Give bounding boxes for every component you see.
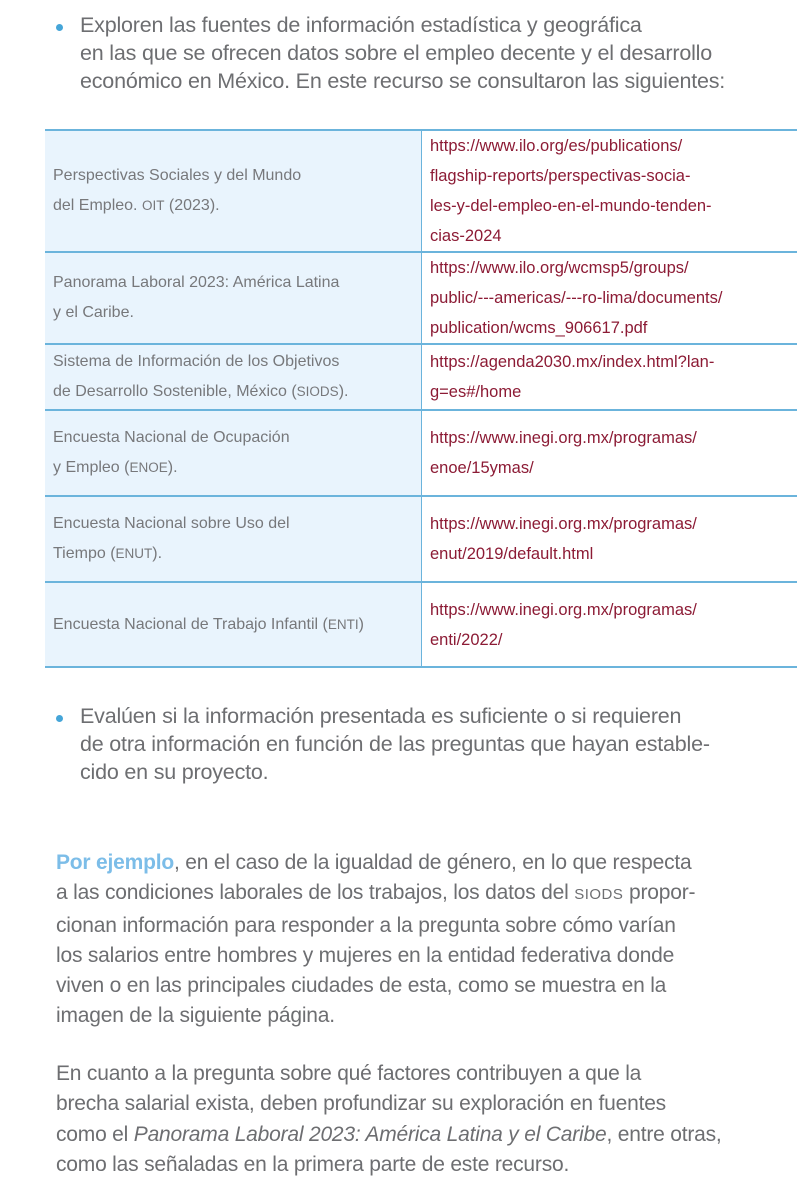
source-url-link[interactable]: les-y-del-empleo-en-el-mundo-tenden-: [430, 197, 712, 215]
source-url-link[interactable]: https://agenda2030.mx/index.html?lan-: [430, 353, 715, 371]
bullet-dot-icon: [56, 715, 63, 722]
source-url-link[interactable]: https://www.inegi.org.mx/programas/: [430, 600, 697, 619]
paragraph-line: [56, 878, 797, 910]
source-name-cell: [45, 344, 422, 410]
example-paragraph: [56, 848, 797, 1032]
source-url-cell[interactable]: [422, 410, 797, 496]
paragraph-line: viven o en las principales ciudades de esta, como se muestra en la: [56, 974, 667, 998]
source-url-link[interactable]: public/---americas/---ro-lima/documents/: [430, 289, 723, 307]
bullet-item-explore-sources: [52, 11, 797, 95]
paragraph-text: como el: [56, 1122, 134, 1146]
publication-title: Panorama Laboral 2023: América Latina y el Caribe: [133, 1122, 607, 1146]
paragraph-line: [56, 848, 797, 878]
source-url-cell[interactable]: [422, 582, 797, 667]
bullet-line: en las que se ofrecen datos sobre el empleo decente y el desarrollo: [80, 41, 712, 65]
bullet-line: cido en su proyecto.: [80, 760, 269, 784]
source-name-line: Sistema de Información de los Objetivos: [53, 353, 340, 370]
bullet-line: económico en México. En este recurso se consultaron las siguientes:: [80, 69, 726, 93]
paragraph-text: a las condiciones laborales de los trabajos, los datos del: [56, 881, 575, 905]
source-name-suffix: ).: [167, 459, 178, 476]
source-name-text: Encuesta Nacional de Trabajo Infantil (: [53, 615, 328, 633]
table-row: [45, 496, 797, 582]
bullet-dot-icon: [56, 24, 63, 31]
bullet-text: [80, 702, 797, 786]
example-highlight: Por ejemplo: [56, 851, 174, 874]
source-name-suffix: ): [358, 615, 364, 633]
paragraph-line: como las señaladas en la primera parte de este recurso.: [56, 1152, 570, 1176]
source-abbr: SIODS: [296, 384, 339, 399]
source-name-text: del Empleo.: [53, 197, 138, 214]
source-url-link[interactable]: https://www.ilo.org/es/publications/: [430, 137, 683, 155]
source-url-link[interactable]: enut/2019/default.html: [430, 545, 594, 563]
source-name-line: [53, 191, 413, 221]
paragraph-line: imagen de la siguiente página.: [56, 1004, 335, 1028]
source-name-suffix: (2023).: [164, 197, 220, 214]
source-abbr: OIT: [141, 198, 165, 213]
table-row: [45, 344, 797, 410]
source-name-cell: [45, 582, 422, 667]
source-name-suffix: ).: [338, 383, 349, 400]
paragraph-line: En cuanto a la pregunta sobre qué factores contribuyen a que la: [56, 1062, 642, 1085]
source-url-cell[interactable]: [422, 344, 797, 410]
source-name-line: Perspectivas Sociales y del Mundo: [53, 167, 302, 184]
source-name-text: de Desarrollo Sostenible, México (: [53, 383, 297, 400]
source-name-cell: [45, 130, 422, 252]
source-url-link[interactable]: publication/wcms_906617.pdf: [430, 319, 648, 337]
table-row: [45, 130, 797, 252]
source-name-line: Encuesta Nacional de Ocupación: [53, 429, 290, 446]
source-abbr: ENUT: [115, 546, 153, 561]
paragraph-text: , en el caso de la igualdad de género, en lo que respecta: [174, 851, 692, 874]
source-abbr: ENOE: [129, 460, 168, 475]
bullet-line: Exploren las fuentes de información estadística y geográfica: [80, 13, 642, 37]
source-url-cell[interactable]: [422, 496, 797, 582]
source-name-line: [53, 453, 413, 483]
source-url-link[interactable]: enti/2022/: [430, 630, 503, 649]
source-name-line: Panorama Laboral 2023: América Latina: [53, 274, 340, 291]
source-url-link[interactable]: g=es#/home: [430, 383, 522, 401]
source-url-link[interactable]: enoe/15ymas/: [430, 459, 534, 477]
bullet-line: Evalúen si la información presentada es suficiente o si requieren: [80, 704, 682, 728]
source-url-cell[interactable]: [422, 252, 797, 344]
source-name-text: Tiempo (: [53, 545, 116, 562]
bullet-item-evaluate-info: [52, 702, 797, 786]
factors-paragraph: [56, 1059, 797, 1180]
source-name-cell: [45, 410, 422, 496]
source-name-line: [53, 377, 413, 407]
source-name-line: Encuesta Nacional sobre Uso del: [53, 515, 290, 532]
table-row: [45, 252, 797, 344]
sources-table: [45, 129, 797, 668]
source-url-link[interactable]: https://www.inegi.org.mx/programas/: [430, 429, 697, 447]
siods-abbr: SIODS: [574, 886, 624, 904]
paragraph-line: [56, 1120, 797, 1150]
source-name-suffix: ).: [152, 545, 163, 562]
source-name-line: [53, 610, 413, 640]
paragraph-line: los salarios entre hombres y mujeres en la entidad federativa donde: [56, 943, 675, 967]
bullet-line: de otra información en función de las preguntas que hayan estable-: [80, 732, 710, 756]
table-row: [45, 582, 797, 667]
source-url-cell[interactable]: [422, 130, 797, 252]
source-name-cell: [45, 252, 422, 344]
source-url-link[interactable]: cias-2024: [430, 227, 502, 245]
source-name-line: [53, 539, 413, 569]
table-row: [45, 410, 797, 496]
source-url-link[interactable]: flagship-reports/perspectivas-socia-: [430, 167, 691, 185]
source-url-link[interactable]: https://www.ilo.org/wcmsp5/groups/: [430, 259, 689, 277]
source-name-text: y Empleo (: [53, 459, 130, 476]
source-name-cell: [45, 496, 422, 582]
paragraph-line: cionan información para responder a la pregunta sobre cómo varían: [56, 913, 676, 937]
bullet-text: [80, 11, 797, 95]
source-abbr: ENTI: [327, 616, 359, 632]
source-url-link[interactable]: https://www.inegi.org.mx/programas/: [430, 515, 697, 533]
paragraph-text: , entre otras,: [606, 1122, 722, 1146]
source-name-line: y el Caribe.: [53, 304, 134, 321]
paragraph-text: propor-: [623, 881, 696, 905]
paragraph-line: brecha salarial exista, deben profundizar su exploración en fuentes: [56, 1092, 666, 1116]
